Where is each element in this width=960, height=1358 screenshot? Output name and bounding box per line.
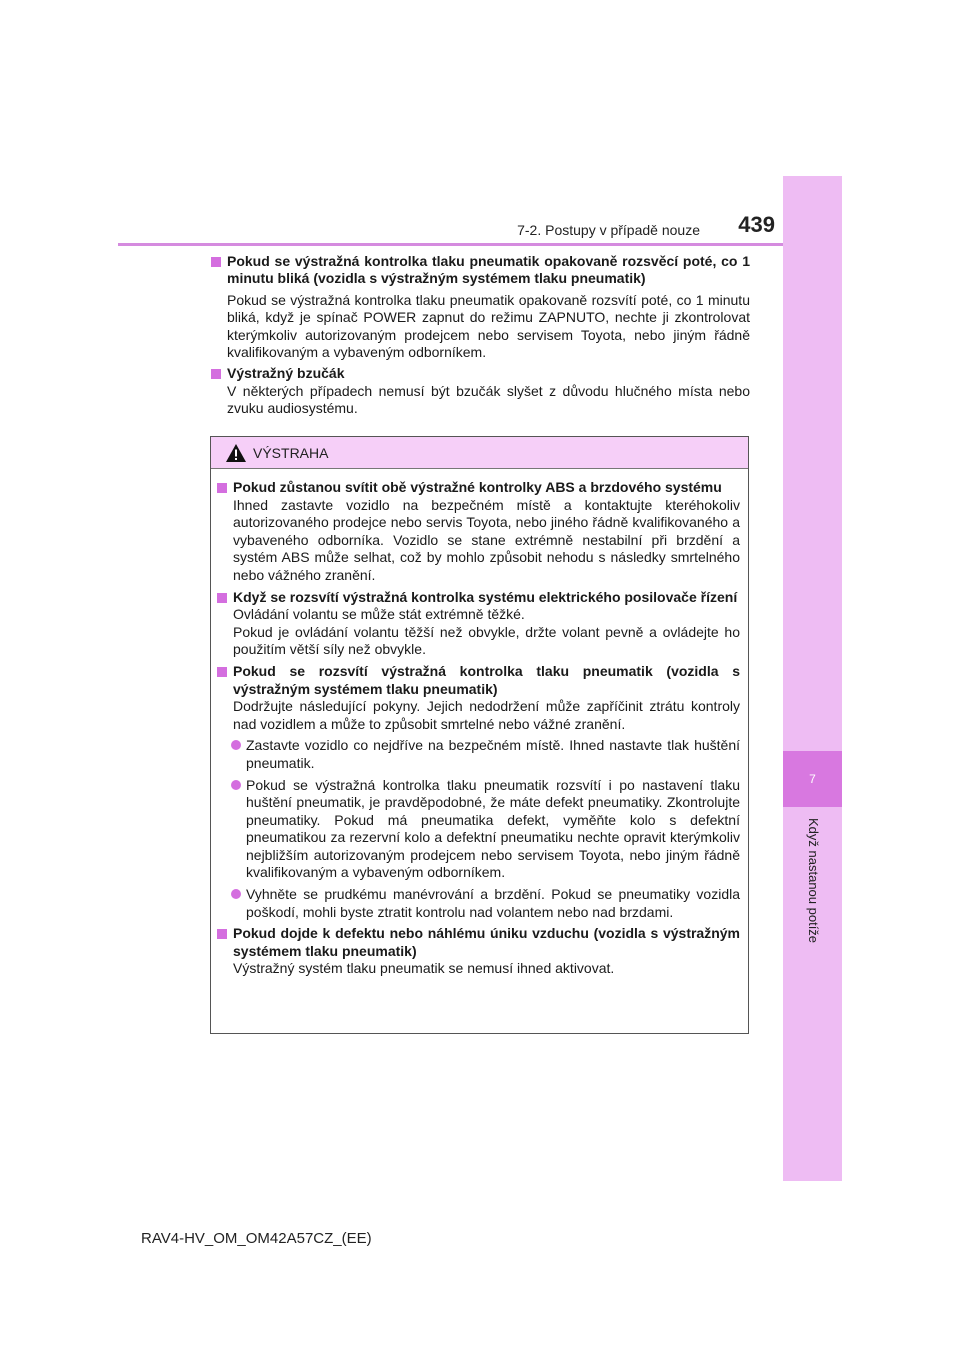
section-heading: Pokud se výstražná kontrolka tlaku pneumatik opakovaně rozsvěcí poté, co 1 minutu bliká (vozidla s výstražným systémem tlaku pneumatik) — [210, 253, 750, 288]
warning-body — [211, 469, 748, 978]
section-text: V některých případech nemusí být bzučák slyšet z důvodu hlučného místa nebo zvuku audiosystému. — [227, 382, 750, 417]
header-rule — [118, 243, 783, 246]
section-heading: Výstražný bzučák — [210, 365, 750, 382]
square-bullet-icon — [217, 483, 227, 493]
square-bullet-icon — [217, 593, 227, 603]
warning-header — [211, 437, 748, 469]
warning-item-text: Ovládání volantu se může stát extrémně těžké. — [233, 606, 525, 623]
chapter-number-badge: 7 — [783, 751, 842, 807]
list-item: Vyhněte se prudkému manévrování a brzdění. Pokud se pneumatiky vozidla poškodí, mohli byste ztratit kontrolu nad volantem nebo nad brzdami. — [216, 886, 740, 921]
warning-item-heading: Když se rozsvítí výstražná kontrolka systému elektrického posilovače řízení — [216, 589, 740, 607]
list-item: Pokud se výstražná kontrolka tlaku pneumatik rozsvítí i po nastavení tlaku huštění pneumatik, je pravděpodobné, že máte defekt pneumatiky. Zkontrolujte pneumatiky. Pokud má pneumatika defekt, vyměňte kolo s defektní pneumatikou za rezervní kolo a defektní pneumatiku nechte opravit kterýmkoliv nejbližším autorizovaným prodejcem nebo servisem Toyota, nebo jiným řádně kvalifikovaným a vybaveným odborníkem. — [216, 777, 740, 883]
square-bullet-icon — [211, 257, 221, 267]
round-bullet-icon — [231, 780, 241, 790]
warning-item-text: Dodržujte následující pokyny. Jejich nedodržení může zapříčinit ztrátu kontroly nad vozidlem a může to způsobit smrtelné nebo vážné zranění. — [233, 698, 740, 732]
section-text: Pokud se výstražná kontrolka tlaku pneumatik opakovaně rozsvítí poté, co 1 minutu bliká, když je spínač POWER zapnut do režimu ZAPNUTO, nechte ji zkontrolovat kterýmkoliv autorizovaným prodejcem nebo servisem Toyota, nebo jiným řádně kvalifikovaným a vybaveným odborníkem. — [227, 291, 750, 361]
warning-item-text: Ihned zastavte vozidlo na bezpečném místě a kontaktujte kteréhokoliv autorizovaného prodejce nebo servis Toyota, nebo jiného řádně kvalifikovaného a vybaveného odborníka. Vozidlo se stane extrémně nestabilní při brzdění a systém ABS může selhat, což by mohlo způsobit nehodu s následky smrtelného nebo vážného zranění. — [233, 496, 740, 583]
section-header: 7-2. Postupy v případě nouze — [517, 222, 700, 238]
document-footer-code: RAV4-HV_OM_OM42A57CZ_(EE) — [141, 1230, 372, 1247]
main-content — [210, 253, 750, 418]
warning-title: VÝSTRAHA — [253, 444, 329, 461]
warning-triangle-icon — [225, 443, 247, 463]
chapter-title-label: Když nastanou potíže — [806, 818, 821, 944]
warning-item-heading: Pokud zůstanou svítit obě výstražné kontrolky ABS a brzdového systému — [216, 479, 740, 497]
square-bullet-icon — [211, 369, 221, 379]
warning-item-text: Výstražný systém tlaku pneumatik se nemusí ihned aktivovat. — [233, 960, 615, 977]
warning-box — [210, 436, 749, 1034]
square-bullet-icon — [217, 929, 227, 939]
round-bullet-icon — [231, 889, 241, 899]
warning-item-heading: Pokud dojde k defektu nebo náhlému úniku vzduchu (vozidla s výstražným systémem tlaku pneumatik) — [216, 925, 740, 960]
round-bullet-icon — [231, 740, 241, 750]
list-item: Zastavte vozidlo co nejdříve na bezpečném místě. Ihned nastavte tlak huštění pneumatik. — [216, 737, 740, 772]
warning-item-heading: Pokud se rozsvítí výstražná kontrolka tlaku pneumatik (vozidla s výstražným systémem tlaku pneumatik) — [216, 663, 740, 698]
square-bullet-icon — [217, 667, 227, 677]
page-number: 439 — [738, 212, 775, 237]
chapter-side-tab — [783, 176, 842, 1181]
warning-item-text: Pokud je ovládání volantu těžší než obvykle, držte volant pevně a ovládejte ho použitím větší síly než obvykle. — [233, 623, 740, 658]
